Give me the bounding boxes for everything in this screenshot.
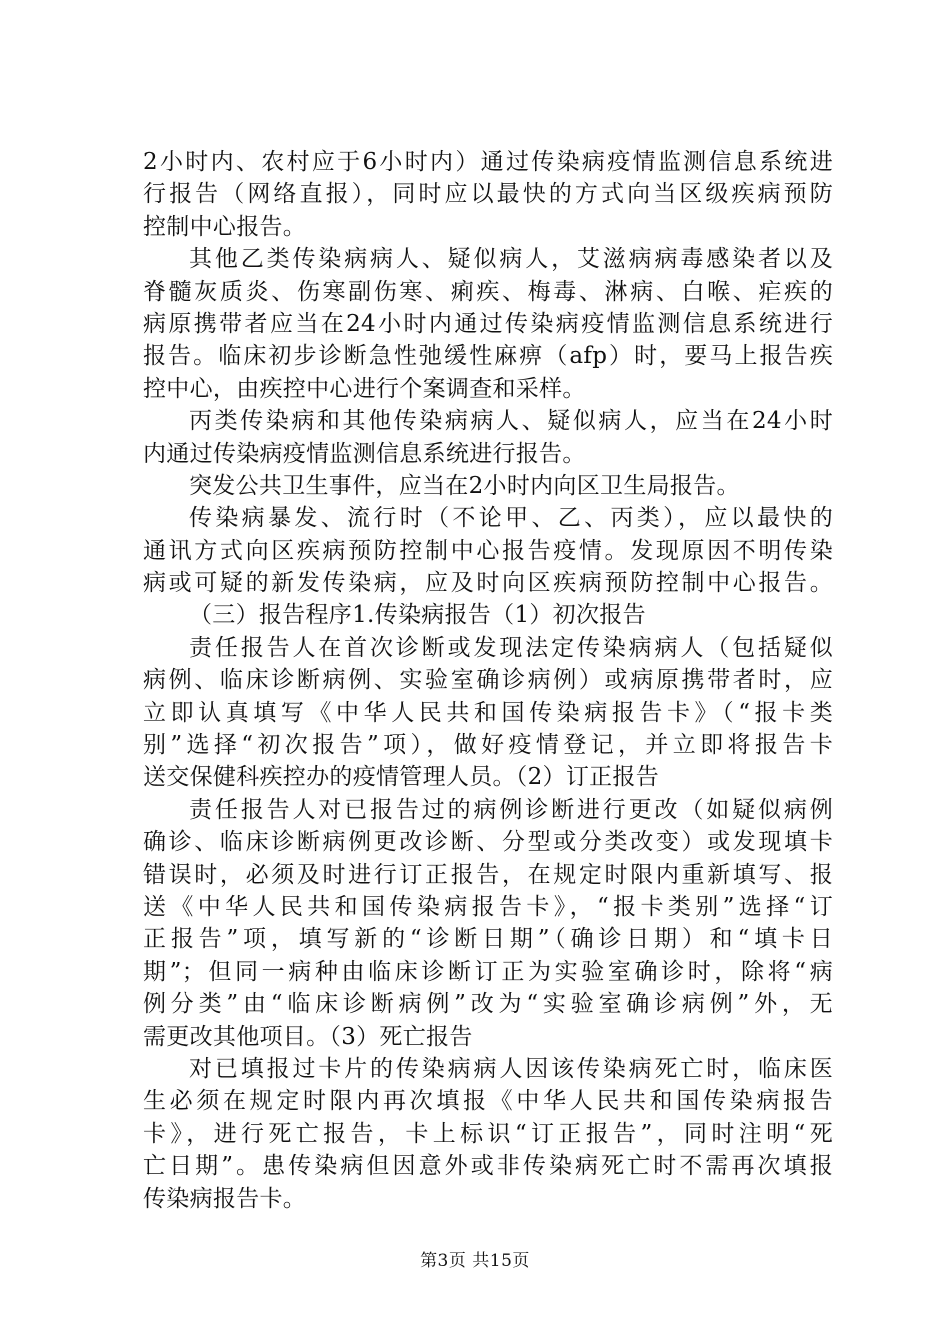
paragraph-first-line: 丙类传染病和其他传染病病人、疑似病人，应当在24小时 [189,408,833,435]
paragraph-line: 传染病报告卡。 [143,1185,307,1212]
paragraph-line: 病或可疑的新发传染病，应及时向区疾病预防控制中心报告。 [143,570,833,597]
paragraph-line: 期”；但同一病种由临床诊断订正为实验室确诊时，除将“病 [143,958,833,985]
paragraph-line: 例分类”由“临床诊断病例”改为“实验室确诊病例”外，无 [143,991,833,1018]
paragraph-line: 立即认真填写《中华人民共和国传染病报告卡》（“报卡类 [143,699,833,726]
paragraph-line: 卡》，进行死亡报告，卡上标识“订正报告”，同时注明“死 [143,1120,833,1147]
paragraph-first-line: （三）报告程序1.传染病报告（1）初次报告 [189,602,646,629]
paragraph-line: 通讯方式向区疾病预防控制中心报告疫情。发现原因不明传染 [143,537,833,564]
paragraph-line: 控制中心报告。 [143,213,307,240]
paragraph-line: 生必须在规定时限内再次填报《中华人民共和国传染病报告 [143,1088,833,1115]
paragraph-first-line: 责任报告人对已报告过的病例诊断进行更改（如疑似病例 [189,796,833,823]
paragraph-line: 内通过传染病疫情监测信息系统进行报告。 [143,440,586,467]
paragraph-line: 病原携带者应当在24小时内通过传染病疫情监测信息系统进行 [143,310,833,337]
page-footer: 第3页 共15页 [420,1251,530,1271]
paragraph-line: 2小时内、农村应于6小时内）通过传染病疫情监测信息系统进 [143,149,833,175]
paragraph-line: 送《中华人民共和国传染病报告卡》，“报卡类别”选择“订 [143,893,833,920]
paragraph-line: 错误时，必须及时进行订正报告，在规定时限内重新填写、报 [143,861,833,888]
paragraph-line: 脊髓灰质炎、伤寒副伤寒、痢疾、梅毒、淋病、白喉、疟疾的 [143,278,833,305]
paragraph-line: 别”选择“初次报告”项），做好疫情登记，并立即将报告卡 [143,732,833,759]
paragraph-first-line: 责任报告人在首次诊断或发现法定传染病病人（包括疑似 [189,634,833,661]
paragraph-line: 亡日期”。患传染病但因意外或非传染病死亡时不需再次填报 [143,1153,833,1180]
paragraph-line: 行报告（网络直报），同时应以最快的方式向当区级疾病预防 [143,181,833,208]
paragraph-line: 正报告”项，填写新的“诊断日期”（确诊日期）和“填卡日 [143,926,833,953]
paragraph-line: 病例、临床诊断病例、实验室确诊病例）或病原携带者时，应 [143,667,833,694]
paragraph-line: 控中心，由疾控中心进行个案调查和采样。 [143,375,586,402]
paragraph-line: 送交保健科疾控办的疫情管理人员。（2）订正报告 [143,764,660,791]
paragraph-first-line: 其他乙类传染病病人、疑似病人，艾滋病病毒感染者以及 [189,246,833,273]
paragraph-first-line: 传染病暴发、流行时（不论甲、乙、丙类），应以最快的 [189,505,833,532]
document-body [143,146,833,1215]
paragraph-line: 报告。临床初步诊断急性弛缓性麻痹（afp）时，要马上报告疾 [143,343,833,370]
paragraph-first-line: 对已填报过卡片的传染病病人因该传染病死亡时，临床医 [189,1055,833,1082]
paragraph-first-line: 突发公共卫生事件，应当在2小时内向区卫生局报告。 [189,472,740,499]
paragraph-line: 需更改其他项目。（3）死亡报告 [143,1023,473,1050]
paragraph-line: 确诊、临床诊断病例更改诊断、分型或分类改变）或发现填卡 [143,829,833,856]
